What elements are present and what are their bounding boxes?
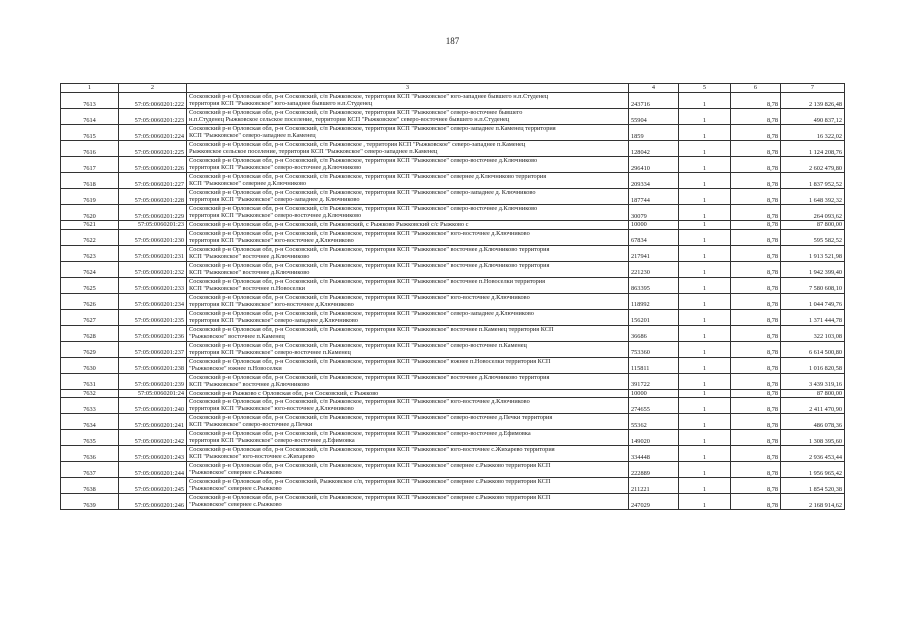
rate-cell: 8,78	[731, 430, 781, 446]
table-body	[61, 84, 845, 510]
cadastral-number-cell: 57:05:0060201:240	[119, 398, 187, 414]
table-row	[61, 398, 845, 414]
cadastral-number-cell: 57:05:0060201:228	[119, 189, 187, 205]
description-line: Сосковский р-н Орловская обл, р-н Сосковский, с/п Рыжковское, территория КСП "Рыжковское" северо-восточнее бывшего	[189, 109, 523, 116]
cadastral-number-cell: 57:05:0060201:237	[119, 341, 187, 357]
description-line: КСП "Рыжковское" восточнее д.Ключниково	[189, 268, 310, 276]
table-row	[61, 462, 845, 478]
value-cell: 87 800,00	[781, 221, 845, 230]
description-line: Сосковский р-н Орловская обл, р-н Сосковский, с/п Рыжковское, территория КСП "Рыжковское" северо-восточнее д.Ключниково	[189, 205, 538, 212]
rate-cell: 8,78	[731, 141, 781, 157]
value-cell: 1 308 395,60	[781, 430, 845, 446]
description-line: Сосковский р-н Орловская обл, р-н Сосковский, с/п Рыжковское, территория КСП "Рыжковское" восточнее д.Ключниково территория	[189, 245, 550, 253]
description-cell	[187, 189, 629, 205]
description-line: территория КСП "Рыжковское" северо-восточнее п.Каменец	[189, 348, 351, 356]
value-cell: 87 800,00	[781, 389, 845, 398]
area-cell: 115811	[629, 357, 679, 373]
value-cell: 2 139 826,48	[781, 93, 845, 109]
cadastral-number-cell: 57:05:0060201:223	[119, 109, 187, 125]
header-col-2: 2	[119, 84, 187, 93]
coefficient-cell: 1	[679, 462, 731, 478]
cadastral-number-cell: 57:05:0060201:23	[119, 221, 187, 230]
description-line: Сосковский р-н Орловская обл, р-н Сосковский, с/п Рыжковское, территория КСП "Рыжковское" юго-западнее бывшего н.п.Студенец	[189, 93, 549, 100]
cadastral-number-cell: 57:05:0060201:239	[119, 373, 187, 389]
row-number-cell: 7615	[61, 125, 119, 141]
description-cell	[187, 125, 629, 141]
coefficient-cell: 1	[679, 293, 731, 309]
row-number-cell: 7635	[61, 430, 119, 446]
area-cell: 55904	[629, 109, 679, 125]
cadastral-number-cell: 57:05:0060201:225	[119, 141, 187, 157]
row-number-cell: 7637	[61, 462, 119, 478]
description-line: Сосковский р-н Орловская обл, р-н Сосковский, с/п Рыжковское, территория КСП "Рыжковское" восточнее п.Новоселки территория	[189, 277, 546, 285]
coefficient-cell: 1	[679, 229, 731, 245]
value-cell: 1 124 208,76	[781, 141, 845, 157]
description-line: территория КСП "Рыжковское" северо-западнее д.Ключниково	[189, 316, 358, 324]
description-line: КСП "Рыжковское" юго-восточнее с.Жихарево	[189, 453, 315, 461]
cadastral-number-cell: 57:05:0060201:246	[119, 494, 187, 510]
description-line: Сосковский р-н Орловская обл, р-н Сосковский, с/п Рыжковское, территория КСП "Рыжковское" севернее с.Рыжково территория КСП	[189, 462, 551, 470]
area-cell: 55362	[629, 414, 679, 430]
description-line: Сосковский р-н Орловская обл, р-н Сосковский, с/п Рыжковское, территория КСП "Рыжковское" юго-восточнее д.Ключниково	[189, 293, 530, 301]
row-number-cell: 7617	[61, 157, 119, 173]
description-line: "Рыжковское" севернее с.Рыжково	[189, 469, 282, 477]
description-cell	[187, 462, 629, 478]
area-cell: 391722	[629, 373, 679, 389]
coefficient-cell: 1	[679, 309, 731, 325]
table-row	[61, 325, 845, 341]
row-number-cell: 7634	[61, 414, 119, 430]
rate-cell: 8,78	[731, 221, 781, 230]
area-cell: 118992	[629, 293, 679, 309]
rate-cell: 8,78	[731, 109, 781, 125]
row-number-cell: 7624	[61, 261, 119, 277]
coefficient-cell: 1	[679, 341, 731, 357]
cadastral-number-cell: 57:05:0060201:222	[119, 93, 187, 109]
coefficient-cell: 1	[679, 245, 731, 261]
rate-cell: 8,78	[731, 245, 781, 261]
table-row	[61, 205, 845, 221]
table-row	[61, 414, 845, 430]
rate-cell: 8,78	[731, 446, 781, 462]
cadastral-number-cell: 57:05:0060201:226	[119, 157, 187, 173]
table-row	[61, 189, 845, 205]
table-row	[61, 245, 845, 261]
cadastral-number-cell: 57:05:0060201:244	[119, 462, 187, 478]
cadastral-number-cell: 57:05:0060201:24	[119, 389, 187, 398]
table-row	[61, 261, 845, 277]
description-cell	[187, 221, 629, 230]
description-line: Сосковский р-н Рыжково с Орловская обл, р-н Сосковский, с Рыжково	[189, 389, 379, 397]
description-cell	[187, 293, 629, 309]
area-cell: 863395	[629, 277, 679, 293]
rate-cell: 8,78	[731, 398, 781, 414]
coefficient-cell: 1	[679, 125, 731, 141]
coefficient-cell: 1	[679, 109, 731, 125]
header-col-4: 4	[629, 84, 679, 93]
description-line: Сосковский р-н Орловская обл, р-н Сосковский, Рыжковское с/п, территория КСП "Рыжковское" севернее с.Рыжково территория КСП	[189, 478, 551, 486]
value-cell: 1 371 444,78	[781, 309, 845, 325]
rate-cell: 8,78	[731, 229, 781, 245]
table-row	[61, 478, 845, 494]
value-cell: 3 439 319,16	[781, 373, 845, 389]
coefficient-cell: 1	[679, 446, 731, 462]
value-cell: 1 854 520,38	[781, 478, 845, 494]
description-line: территория КСП "Рыжковское" юго-восточнее д.Ключниково	[189, 300, 354, 308]
value-cell: 1 016 820,58	[781, 357, 845, 373]
table-row	[61, 125, 845, 141]
cadastral-number-cell: 57:05:0060201:234	[119, 293, 187, 309]
coefficient-cell: 1	[679, 173, 731, 189]
coefficient-cell: 1	[679, 93, 731, 109]
description-line: КСП "Рыжковское" восточнее д.Ключниково	[189, 252, 310, 260]
description-cell	[187, 430, 629, 446]
row-number-cell: 7621	[61, 221, 119, 230]
rate-cell: 8,78	[731, 389, 781, 398]
area-cell: 10000	[629, 221, 679, 230]
description-line: Сосковский р-н Орловская обл, р-н Сосковский, с/п Рыжковское, территория КСП "Рыжковское" юго-восточнее с.Жихарево территория	[189, 446, 555, 454]
area-cell: 30079	[629, 205, 679, 221]
description-line: территория КСП "Рыжковское" северо-восточнее д.Ефимовка	[189, 437, 355, 445]
page-number: 187	[445, 36, 460, 46]
area-cell: 243716	[629, 93, 679, 109]
description-line: Сосковский р-н Орловская обл, р-н Сосковский, с/п Рыжковское, территория КСП "Рыжковское" восточнее д.Ключниково территория	[189, 373, 550, 381]
coefficient-cell: 1	[679, 478, 731, 494]
value-cell: 2 168 914,62	[781, 494, 845, 510]
value-cell: 1 837 952,52	[781, 173, 845, 189]
description-cell	[187, 261, 629, 277]
rate-cell: 8,78	[731, 325, 781, 341]
row-number-cell: 7631	[61, 373, 119, 389]
description-line: КСП "Рыжковское" севернее д.Ключниково	[189, 180, 307, 188]
value-cell: 1 913 521,98	[781, 245, 845, 261]
description-line: Сосковский р-н Орловская обл, р-н Сосковский, с/п Рыжковское, территория КСП "Рыжковское" северо-западнее д.Ключниково	[189, 309, 534, 317]
description-line: Сосковский р-н Орловская обл, р-н Сосковский, с/п Рыжковское, территория КСП "Рыжковское" северо-восточнее д.Ключниково	[189, 157, 538, 164]
description-cell	[187, 157, 629, 173]
value-cell: 1 942 399,40	[781, 261, 845, 277]
description-line: территория КСП "Рыжковское" юго-западнее бывшего н.п.Студенец	[189, 100, 373, 108]
row-number-cell: 7622	[61, 229, 119, 245]
row-number-cell: 7639	[61, 494, 119, 510]
value-cell: 7 580 608,10	[781, 277, 845, 293]
row-number-cell: 7633	[61, 398, 119, 414]
description-line: КСП "Рыжковское" восточнее д.Ключниково	[189, 380, 310, 388]
coefficient-cell: 1	[679, 357, 731, 373]
area-cell: 209334	[629, 173, 679, 189]
table-row	[61, 157, 845, 173]
value-cell: 486 078,36	[781, 414, 845, 430]
coefficient-cell: 1	[679, 373, 731, 389]
description-cell	[187, 141, 629, 157]
description-line: Сосковский р-н Орловская обл, р-н Сосковский, с/п Рыжковское, территория КСП "Рыжковское" северо-восточнее п.Каменец	[189, 341, 527, 349]
description-line: Сосковский р-н Орловская обл, р-н Сосковский, с/п Рыжковское , территория КСП "Рыжковское" северо-западнее п.Каменец	[189, 141, 526, 148]
coefficient-cell: 1	[679, 261, 731, 277]
rate-cell: 8,78	[731, 357, 781, 373]
description-line: Сосковский р-н Орловская обл, р-н Сосковский, с/п Рыжковское, территория КСП "Рыжковское" северо-восточнее д.Ефимовка	[189, 430, 531, 438]
description-cell	[187, 205, 629, 221]
row-number-cell: 7628	[61, 325, 119, 341]
description-line: территория КСП "Рыжковское" северо-восточнее д.Ключниково	[189, 164, 362, 172]
area-cell: 36686	[629, 325, 679, 341]
description-line: Сосковский р-н Орловская обл, р-н Сосковский, с/п Рыжковское, территория КСП "Рыжковское" северо-западнее п.Каменец территория	[189, 125, 556, 132]
description-cell	[187, 398, 629, 414]
table-row	[61, 277, 845, 293]
rate-cell: 8,78	[731, 173, 781, 189]
rate-cell: 8,78	[731, 157, 781, 173]
area-cell: 187744	[629, 189, 679, 205]
description-line: Сосковский р-н Орловская обл, р-н Сосковский, с/п Рыжковское, территория КСП "Рыжковское" южнее п.Новоселки территория КСП	[189, 357, 551, 365]
header-col-7: 7	[781, 84, 845, 93]
rate-cell: 8,78	[731, 261, 781, 277]
coefficient-cell: 1	[679, 221, 731, 230]
cadastral-number-cell: 57:05:0060201:245	[119, 478, 187, 494]
rate-cell: 8,78	[731, 414, 781, 430]
description-cell	[187, 245, 629, 261]
rate-cell: 8,78	[731, 494, 781, 510]
area-cell: 1859	[629, 125, 679, 141]
coefficient-cell: 1	[679, 389, 731, 398]
area-cell: 247029	[629, 494, 679, 510]
description-cell	[187, 478, 629, 494]
area-cell: 67834	[629, 229, 679, 245]
cadastral-number-cell: 57:05:0060201:230	[119, 229, 187, 245]
row-number-cell: 7627	[61, 309, 119, 325]
header-col-3: 3	[187, 84, 629, 93]
cadastral-number-cell: 57:05:0060201:233	[119, 277, 187, 293]
description-cell	[187, 389, 629, 398]
coefficient-cell: 1	[679, 205, 731, 221]
value-cell: 595 582,52	[781, 229, 845, 245]
coefficient-cell: 1	[679, 141, 731, 157]
area-cell: 217941	[629, 245, 679, 261]
value-cell: 16 322,02	[781, 125, 845, 141]
description-cell	[187, 109, 629, 125]
row-number-cell: 7632	[61, 389, 119, 398]
coefficient-cell: 1	[679, 430, 731, 446]
cadastral-number-cell: 57:05:0060201:224	[119, 125, 187, 141]
row-number-cell: 7638	[61, 478, 119, 494]
description-cell	[187, 414, 629, 430]
description-cell	[187, 229, 629, 245]
header-col-6: 6	[731, 84, 781, 93]
row-number-cell: 7616	[61, 141, 119, 157]
description-line: "Рыжковское" севернее с.Рыжково	[189, 485, 282, 493]
description-line: КСП "Рыжковское" восточнее п.Новоселки	[189, 284, 306, 292]
area-cell: 274655	[629, 398, 679, 414]
value-cell: 490 837,12	[781, 109, 845, 125]
value-cell: 264 093,62	[781, 205, 845, 221]
row-number-cell: 7618	[61, 173, 119, 189]
cadastral-number-cell: 57:05:0060201:243	[119, 446, 187, 462]
description-cell	[187, 357, 629, 373]
area-cell: 211221	[629, 478, 679, 494]
cadastral-number-cell: 57:05:0060201:236	[119, 325, 187, 341]
value-cell: 1 956 965,42	[781, 462, 845, 478]
cadastral-number-cell: 57:05:0060201:241	[119, 414, 187, 430]
area-cell: 296410	[629, 157, 679, 173]
description-cell	[187, 341, 629, 357]
value-cell: 2 602 479,80	[781, 157, 845, 173]
area-cell: 221230	[629, 261, 679, 277]
header-col-5: 5	[679, 84, 731, 93]
area-cell: 334448	[629, 446, 679, 462]
description-line: Сосковский р-н Орловская обл, р-н Сосковский, с/п Рыжковское, территория КСП "Рыжковское" севернее д.Ключниково территория	[189, 173, 547, 180]
cadastral-number-cell: 57:05:0060201:238	[119, 357, 187, 373]
description-line: Сосковский р-н Орловская обл, р-н Сосковский, с/п Рыжковское, территория КСП "Рыжковское" восточнее д.Ключниково территория	[189, 261, 550, 269]
description-line: Сосковский р-н Орловская обл, р-н Сосковский, с/п Рыжковское, территория КСП "Рыжковское" северо-восточнее д.Печки территория	[189, 414, 553, 422]
area-cell: 149020	[629, 430, 679, 446]
description-line: "Рыжковское" севернее с.Рыжково	[189, 501, 282, 509]
cadastral-number-cell: 57:05:0060201:242	[119, 430, 187, 446]
row-number-cell: 7625	[61, 277, 119, 293]
cadastral-number-cell: 57:05:0060201:231	[119, 245, 187, 261]
rate-cell: 8,78	[731, 205, 781, 221]
cadastral-number-cell: 57:05:0060201:232	[119, 261, 187, 277]
table-row	[61, 293, 845, 309]
row-number-cell: 7626	[61, 293, 119, 309]
cadastral-number-cell: 57:05:0060201:227	[119, 173, 187, 189]
value-cell: 1 648 392,32	[781, 189, 845, 205]
value-cell: 6 614 500,80	[781, 341, 845, 357]
description-line: Сосковский р-н Орловская обл, р-н Сосковский, с/п Рыжковское, территория КСП "Рыжковское" северо-западнее д. Ключниково	[189, 189, 536, 196]
description-line: КСП "Рыжковское" северо-восточнее д.Печки	[189, 421, 313, 429]
row-number-cell: 7619	[61, 189, 119, 205]
cadastral-number-cell: 57:05:0060201:235	[119, 309, 187, 325]
table-row	[61, 141, 845, 157]
header-row	[61, 84, 845, 93]
description-line: территория КСП "Рыжковское" северо-западнее д. Ключниково	[189, 196, 360, 204]
table-row	[61, 173, 845, 189]
description-line: н.п.Студенец Рыжковское сельское поселение, территория КСП "Рыжковское" северо-восточнее бывшего н.п.Студенец	[189, 116, 510, 124]
row-number-cell: 7613	[61, 93, 119, 109]
rate-cell: 8,78	[731, 277, 781, 293]
row-number-cell: 7636	[61, 446, 119, 462]
rate-cell: 8,78	[731, 189, 781, 205]
rate-cell: 8,78	[731, 341, 781, 357]
value-cell: 322 103,08	[781, 325, 845, 341]
coefficient-cell: 1	[679, 398, 731, 414]
description-line: "Рыжковское" южнее п.Новоселки	[189, 364, 282, 372]
coefficient-cell: 1	[679, 494, 731, 510]
value-cell: 1 044 749,76	[781, 293, 845, 309]
rate-cell: 8,78	[731, 125, 781, 141]
table-row	[61, 341, 845, 357]
area-cell: 156201	[629, 309, 679, 325]
table-row	[61, 309, 845, 325]
description-line: Рыжковское сельское поселение, территория КСП "Рыжковское" северо-западнее п.Каменец	[189, 148, 438, 156]
coefficient-cell: 1	[679, 277, 731, 293]
cadastral-number-cell: 57:05:0060201:229	[119, 205, 187, 221]
description-cell	[187, 373, 629, 389]
row-number-cell: 7620	[61, 205, 119, 221]
description-line: Сосковский р-н Орловская обл, р-н Сосковский, с/п Рыжковское, территория КСП "Рыжковское" восточнее п.Каменец территория КСП	[189, 325, 554, 333]
table-row	[61, 389, 845, 398]
area-cell: 128042	[629, 141, 679, 157]
coefficient-cell: 1	[679, 414, 731, 430]
row-number-cell: 7630	[61, 357, 119, 373]
table-row	[61, 373, 845, 389]
table-row	[61, 221, 845, 230]
coefficient-cell: 1	[679, 325, 731, 341]
description-cell	[187, 173, 629, 189]
row-number-cell: 7623	[61, 245, 119, 261]
rate-cell: 8,78	[731, 293, 781, 309]
rate-cell: 8,78	[731, 309, 781, 325]
table-row	[61, 357, 845, 373]
description-cell	[187, 93, 629, 109]
table-row	[61, 109, 845, 125]
description-line: территория КСП "Рыжковское" юго-восточнее д.Ключниково	[189, 236, 354, 244]
rate-cell: 8,78	[731, 478, 781, 494]
row-number-cell: 7614	[61, 109, 119, 125]
description-line: "Рыжковское" восточнее п.Каменец	[189, 332, 285, 340]
description-line: территория КСП "Рыжковское" юго-восточнее д.Ключниково	[189, 405, 354, 413]
description-cell	[187, 277, 629, 293]
rate-cell: 8,78	[731, 462, 781, 478]
description-line: территория КСП "Рыжковское" северо-восточнее д.Ключниково	[189, 212, 362, 220]
description-line: Сосковский р-н Орловская обл, р-н Сосковский, с/п Рыжковское, территория КСП "Рыжковское" юго-восточнее д.Ключниково	[189, 229, 530, 237]
area-cell: 753360	[629, 341, 679, 357]
registry-table	[60, 83, 845, 510]
coefficient-cell: 1	[679, 189, 731, 205]
value-cell: 2 411 470,90	[781, 398, 845, 414]
value-cell: 2 936 453,44	[781, 446, 845, 462]
row-number-cell: 7629	[61, 341, 119, 357]
table-row	[61, 494, 845, 510]
table-row	[61, 93, 845, 109]
table-row	[61, 430, 845, 446]
header-col-1: 1	[61, 84, 119, 93]
area-cell: 222889	[629, 462, 679, 478]
description-cell	[187, 446, 629, 462]
coefficient-cell: 1	[679, 157, 731, 173]
table-row	[61, 446, 845, 462]
description-cell	[187, 309, 629, 325]
rate-cell: 8,78	[731, 373, 781, 389]
table-row	[61, 229, 845, 245]
rate-cell: 8,78	[731, 93, 781, 109]
description-line: Сосковский р-н Орловская обл, р-н Сосковский, с/п Рыжковский, с Рыжково Рыжковский с/с Рыжково с	[189, 221, 469, 228]
area-cell: 10000	[629, 389, 679, 398]
description-line: Сосковский р-н Орловская обл, р-н Сосковский, с/п Рыжковское, территория КСП "Рыжковское" севернее с.Рыжково территория КСП	[189, 494, 551, 502]
description-line: Сосковский р-н Орловская обл, р-н Сосковский, с/п Рыжковское, территория КСП "Рыжковское" юго-восточнее д.Ключниково	[189, 398, 530, 406]
description-cell	[187, 325, 629, 341]
description-line: КСП "Рыжковское" северо-западнее п.Каменец	[189, 132, 316, 140]
description-cell	[187, 494, 629, 510]
